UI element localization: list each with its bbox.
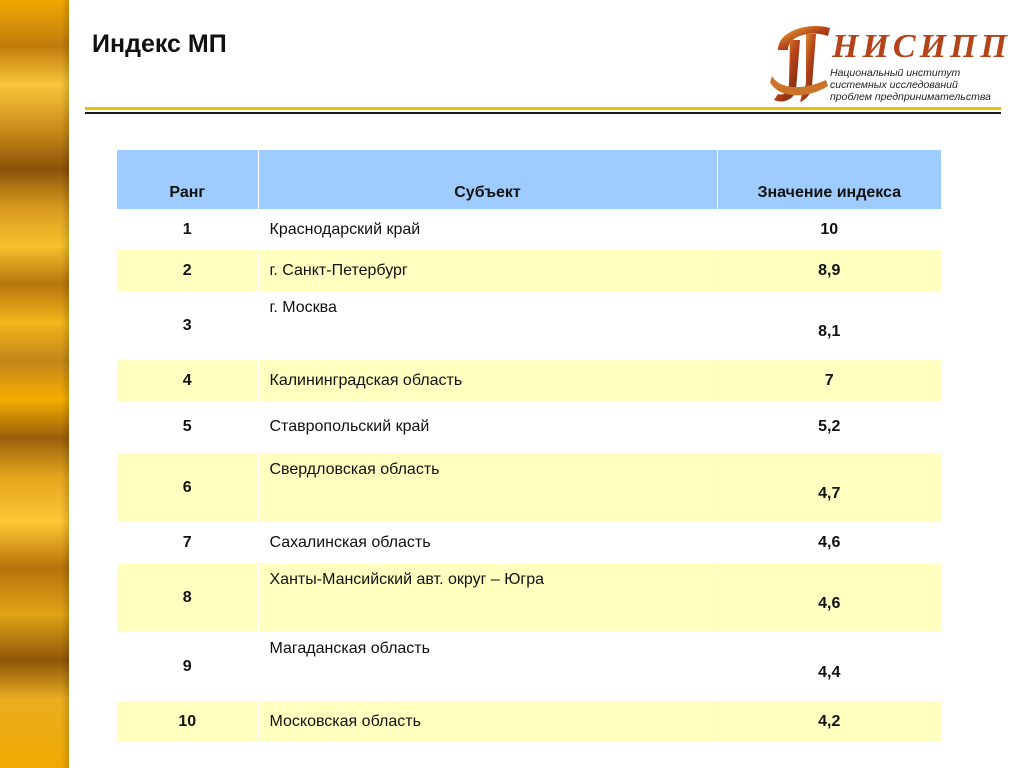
nisipp-logo xyxy=(770,20,1010,108)
index-table xyxy=(117,150,941,742)
decorative-gold-sidebar xyxy=(0,0,69,768)
table-row xyxy=(117,563,941,632)
value-cell: 4,7 xyxy=(717,453,941,522)
rank-cell: 2 xyxy=(117,250,258,291)
table-row xyxy=(117,522,941,563)
rank-cell: 5 xyxy=(117,401,258,453)
logo-subtitle xyxy=(830,67,991,103)
value-cell: 4,6 xyxy=(717,522,941,563)
rank-cell: 10 xyxy=(117,701,258,742)
header-subject: Субъект xyxy=(258,150,717,209)
rank-cell: 4 xyxy=(117,360,258,401)
table-row xyxy=(117,453,941,522)
logo-subtitle-line: Национальный институт xyxy=(830,67,961,79)
table-row xyxy=(117,632,941,701)
subject-cell: Калининградская область xyxy=(258,360,717,401)
rank-cell: 9 xyxy=(117,632,258,701)
subject-cell: Московская область xyxy=(258,701,717,742)
subject-cell: г. Москва xyxy=(258,291,717,360)
logo-emblem-icon xyxy=(770,20,834,106)
value-cell: 4,2 xyxy=(717,701,941,742)
table-row xyxy=(117,701,941,742)
header-divider-dark xyxy=(85,112,1001,114)
subject-cell: Краснодарский край xyxy=(258,209,717,250)
value-cell: 4,6 xyxy=(717,563,941,632)
value-cell: 7 xyxy=(717,360,941,401)
rank-cell: 8 xyxy=(117,563,258,632)
value-cell: 5,2 xyxy=(717,401,941,453)
value-cell: 8,9 xyxy=(717,250,941,291)
value-cell: 10 xyxy=(717,209,941,250)
rank-cell: 3 xyxy=(117,291,258,360)
header-rank: Ранг xyxy=(117,150,258,209)
rank-cell: 7 xyxy=(117,522,258,563)
value-cell: 4,4 xyxy=(717,632,941,701)
header-divider-gold xyxy=(85,107,1001,110)
subject-cell: Ханты-Мансийский авт. округ – Югра xyxy=(258,563,717,632)
table-row xyxy=(117,250,941,291)
logo-name: НИСИПП xyxy=(832,28,1011,65)
table-row xyxy=(117,209,941,250)
table-row xyxy=(117,291,941,360)
logo-subtitle-line: системных исследований xyxy=(830,79,958,91)
header-value: Значение индекса xyxy=(717,150,941,209)
rank-cell: 6 xyxy=(117,453,258,522)
table-header-row xyxy=(117,150,941,209)
page-title: Индекс МП xyxy=(92,30,227,58)
subject-cell: Магаданская область xyxy=(258,632,717,701)
subject-cell: Ставропольский край xyxy=(258,401,717,453)
table-row xyxy=(117,401,941,453)
subject-cell: Свердловская область xyxy=(258,453,717,522)
value-cell: 8,1 xyxy=(717,291,941,360)
subject-cell: Сахалинская область xyxy=(258,522,717,563)
table-row xyxy=(117,360,941,401)
logo-subtitle-line: проблем предпринимательства xyxy=(830,91,991,103)
rank-cell: 1 xyxy=(117,209,258,250)
subject-cell: г. Санкт-Петербург xyxy=(258,250,717,291)
